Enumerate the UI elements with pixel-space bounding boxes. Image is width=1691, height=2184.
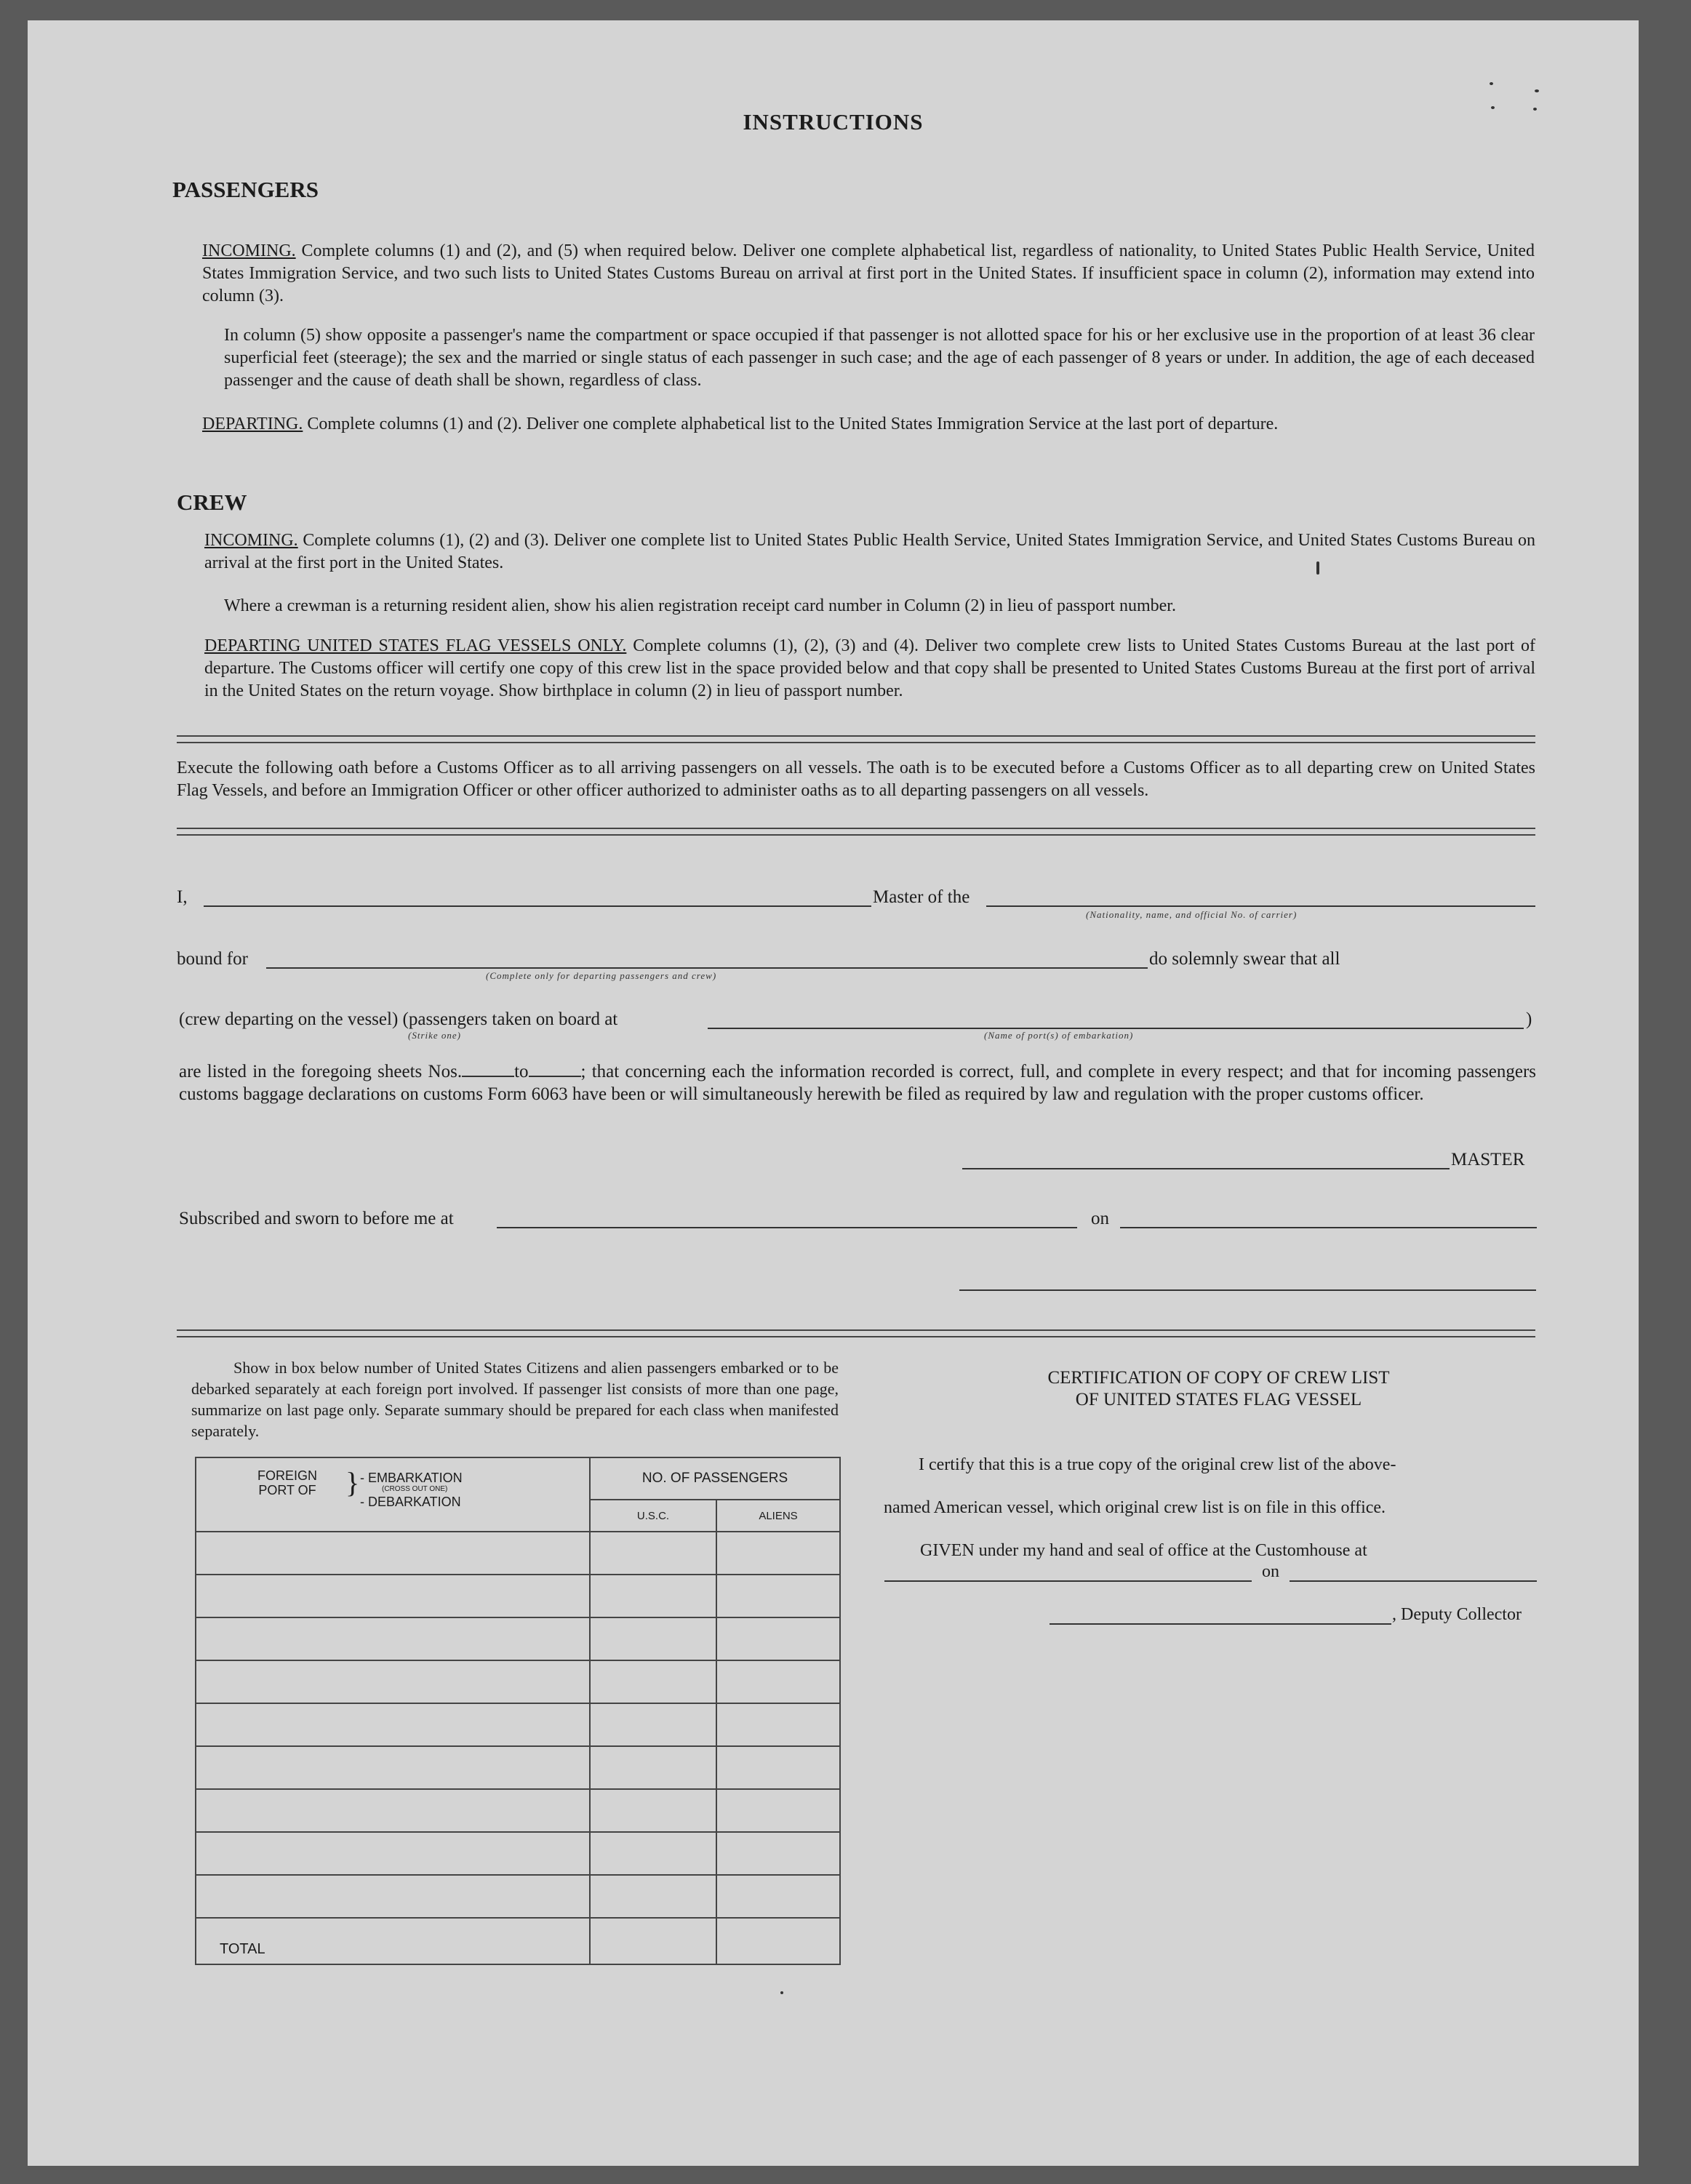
port-header-cell xyxy=(196,1457,590,1532)
master-name-field[interactable] xyxy=(204,905,871,907)
aliens-cell[interactable] xyxy=(716,1660,840,1703)
listed-part-a: are listed in the foregoing sheets Nos. xyxy=(179,1062,463,1081)
certify-date-field[interactable] xyxy=(1290,1580,1537,1582)
passengers-departing-label: DEPARTING. xyxy=(202,415,303,433)
subscribed-on-label: on xyxy=(1091,1209,1109,1228)
port-cell[interactable] xyxy=(196,1532,590,1575)
port-cell[interactable] xyxy=(196,1832,590,1875)
usc-cell[interactable] xyxy=(590,1575,716,1617)
bound-for-field[interactable] xyxy=(266,967,1148,969)
divider-double xyxy=(177,828,1535,836)
scan-speck xyxy=(1491,106,1495,109)
page-title: INSTRUCTIONS xyxy=(743,109,924,135)
usc-cell[interactable] xyxy=(590,1875,716,1918)
crew-departing-paragraph xyxy=(204,635,1535,703)
master-label: MASTER xyxy=(1451,1150,1525,1169)
total-row xyxy=(196,1918,840,1964)
officer-signature-field[interactable] xyxy=(959,1289,1536,1291)
debarkation-label: - DEBARKATION xyxy=(360,1495,461,1509)
table-row xyxy=(196,1703,840,1746)
passenger-summary-table xyxy=(195,1457,841,1965)
close-paren: ) xyxy=(1526,1009,1532,1029)
listed-part-c: that for incoming passengers customs baggage declarations on customs Form 6063 have been or will simultaneously herewith be filed as required by law and regulation with the proper customs officer. xyxy=(179,1062,1537,1104)
usc-cell[interactable] xyxy=(590,1532,716,1575)
customhouse-field[interactable] xyxy=(884,1580,1252,1582)
certification-heading-line-2: OF UNITED STATES FLAG VESSEL xyxy=(1075,1390,1362,1409)
table-row xyxy=(196,1875,840,1918)
passengers-departing-text: Complete columns (1) and (2). Deliver one complete alphabetical list to the United States Immigration Service at the last port of departure. xyxy=(307,415,1279,433)
total-label: TOTAL xyxy=(196,1918,590,1964)
oath-i-label: I, xyxy=(177,887,188,907)
aliens-cell[interactable] xyxy=(716,1703,840,1746)
master-signature-field[interactable] xyxy=(962,1168,1450,1169)
crew-incoming-text: Complete columns (1), (2) and (3). Deliver one complete list to United States Public Health Service, United States Immigration Service, and United States Customs Bureau on arrival at the first port in the United States. xyxy=(204,531,1536,572)
passengers-incoming-paragraph xyxy=(202,240,1535,308)
certify-line-3: GIVEN under my hand and seal of office at the Customhouse at xyxy=(920,1541,1367,1560)
port-cell[interactable] xyxy=(196,1875,590,1918)
table-row xyxy=(196,1660,840,1703)
summary-instructions: Show in box below number of United States Citizens and alien passengers embarked or to be debarked separately at each foreign port involved. If passenger list consists of more than one page, summarize on last page only. Separate summary should be prepared for each class when manifested separately. xyxy=(191,1359,839,1440)
deputy-signature-field[interactable] xyxy=(1050,1623,1391,1625)
certify-line-2: named American vessel, which original crew list is on file in this office. xyxy=(884,1498,1386,1517)
aliens-cell[interactable] xyxy=(716,1532,840,1575)
passengers-incoming-label: INCOMING. xyxy=(202,241,296,260)
certification-heading-line-1: CERTIFICATION OF COPY OF CREW LIST xyxy=(1047,1368,1390,1388)
embarkation-label: - EMBARKATION xyxy=(360,1471,463,1485)
port-cell[interactable] xyxy=(196,1789,590,1832)
aliens-cell[interactable] xyxy=(716,1875,840,1918)
aliens-cell[interactable] xyxy=(716,1617,840,1660)
usc-cell[interactable] xyxy=(590,1617,716,1660)
aliens-cell[interactable] xyxy=(716,1575,840,1617)
scan-speck xyxy=(1316,561,1319,575)
form-sheet xyxy=(28,20,1639,2166)
table-row xyxy=(196,1575,840,1617)
no-of-passengers-header: NO. OF PASSENGERS xyxy=(590,1457,840,1500)
table-row xyxy=(196,1832,840,1875)
swear-text: do solemnly swear that all xyxy=(1149,949,1340,969)
passengers-incoming-text: Complete columns (1) and (2), and (5) when required below. Deliver one complete alphabetical list, regardless of nationality, to United States Public Health Service, United States Immigration Service, and two such lists to United States Customs Bureau on arrival at first port in the United States. If insufficient space in column (2), information may extend into column (3). xyxy=(202,241,1535,305)
subscribed-place-field[interactable] xyxy=(497,1227,1077,1228)
aliens-header: ALIENS xyxy=(716,1500,840,1532)
table-row xyxy=(196,1746,840,1789)
brace-symbol: } xyxy=(345,1466,360,1499)
usc-total-cell[interactable] xyxy=(590,1918,716,1964)
usc-cell[interactable] xyxy=(590,1703,716,1746)
scan-speck xyxy=(1490,82,1493,85)
certify-on-label: on xyxy=(1262,1562,1279,1581)
aliens-cell[interactable] xyxy=(716,1832,840,1875)
aliens-cell[interactable] xyxy=(716,1789,840,1832)
scan-speck xyxy=(1533,108,1537,111)
port-cell[interactable] xyxy=(196,1617,590,1660)
master-of-label: Master of the xyxy=(873,887,970,907)
table-row xyxy=(196,1789,840,1832)
crew-incoming-paragraph xyxy=(204,529,1535,575)
cross-out-caption: (CROSS OUT ONE) xyxy=(382,1485,448,1493)
crew-passengers-text: (crew departing on the vessel) (passengers taken on board at xyxy=(179,1009,618,1029)
sheet-from-field[interactable] xyxy=(462,1076,514,1077)
port-cell[interactable] xyxy=(196,1660,590,1703)
usc-cell[interactable] xyxy=(590,1789,716,1832)
passengers-heading: PASSENGERS xyxy=(172,177,319,202)
certify-line-1: I certify that this is a true copy of the original crew list of the above- xyxy=(919,1455,1396,1474)
aliens-cell[interactable] xyxy=(716,1746,840,1789)
crew-heading: CREW xyxy=(177,489,247,515)
foreign-port-of-label: FOREIGN PORT OF xyxy=(257,1468,317,1497)
oath-listed-paragraph xyxy=(179,1060,1536,1105)
crew-departing-text: Complete columns (1), (2), (3) and (4). Deliver two complete crew lists to United States Customs Bureau at the last port of departure. The Customs officer will certify one copy of this crew list in the space provided below and that copy shall be presented to United States Customs Bureau at the first port of arrival in the United States on the return voyage. Show birthplace in column (2) in lieu of passport number. xyxy=(204,636,1536,700)
scan-speck xyxy=(1535,89,1539,92)
usc-cell[interactable] xyxy=(590,1832,716,1875)
listed-to: to xyxy=(514,1062,529,1081)
subscribed-date-field[interactable] xyxy=(1120,1227,1537,1228)
carrier-field[interactable] xyxy=(986,905,1535,907)
usc-header: U.S.C. xyxy=(590,1500,716,1532)
table-row xyxy=(196,1532,840,1575)
crew-departing-label: DEPARTING UNITED STATES FLAG VESSELS ONLY. xyxy=(204,636,627,655)
passengers-column5-paragraph: In column (5) show opposite a passenger's name the compartment or space occupied if that passenger is not allotted space for his or her exclusive use in the proportion of at least 36 clear superficial feet (steerage); the sex and the married or single status of each passenger in such case; and the age of each passenger of 8 years or under. In addition, the age of each deceased passenger and the cause of death shall be shown, regardless of class. xyxy=(224,326,1535,390)
aliens-total-cell[interactable] xyxy=(716,1918,840,1964)
usc-cell[interactable] xyxy=(590,1746,716,1789)
bound-for-caption: (Complete only for departing passengers and crew) xyxy=(486,970,717,981)
sheet-to-field[interactable] xyxy=(529,1076,581,1077)
scan-speck xyxy=(780,1991,783,1994)
crew-resident-paragraph: Where a crewman is a returning resident alien, show his alien registration receipt card number in Column (2) in lieu of passport number. xyxy=(224,596,1176,615)
subscribed-label: Subscribed and sworn to before me at xyxy=(179,1209,454,1228)
usc-cell[interactable] xyxy=(590,1660,716,1703)
bound-for-label: bound for xyxy=(177,949,248,969)
certification-heading xyxy=(897,1367,1540,1411)
port-cell[interactable] xyxy=(196,1703,590,1746)
table-row xyxy=(196,1617,840,1660)
port-cell[interactable] xyxy=(196,1746,590,1789)
strike-one-caption: (Strike one) xyxy=(408,1030,462,1041)
port-embarkation-field[interactable] xyxy=(708,1028,1524,1029)
oath-instructions: Execute the following oath before a Customs Officer as to all arriving passengers on all vessels. The oath is to be executed before a Customs Officer as to all departing crew on United States Flag Vessels, and before an Immigration Officer or other officer authorized to administer oaths as to all departing passengers on all vessels. xyxy=(177,759,1535,800)
divider-double xyxy=(177,1329,1535,1337)
listed-part-b: ; that concerning each the information recorded is correct, full, and complete in every respect; and xyxy=(580,1062,1316,1081)
port-cell[interactable] xyxy=(196,1575,590,1617)
port-caption: (Name of port(s) of embarkation) xyxy=(984,1030,1134,1041)
passengers-departing-paragraph xyxy=(202,413,1535,436)
deputy-collector-label: , Deputy Collector xyxy=(1392,1605,1522,1624)
carrier-caption: (Nationality, name, and official No. of carrier) xyxy=(1086,909,1298,920)
crew-incoming-label: INCOMING. xyxy=(204,531,298,550)
divider-double xyxy=(177,735,1535,743)
